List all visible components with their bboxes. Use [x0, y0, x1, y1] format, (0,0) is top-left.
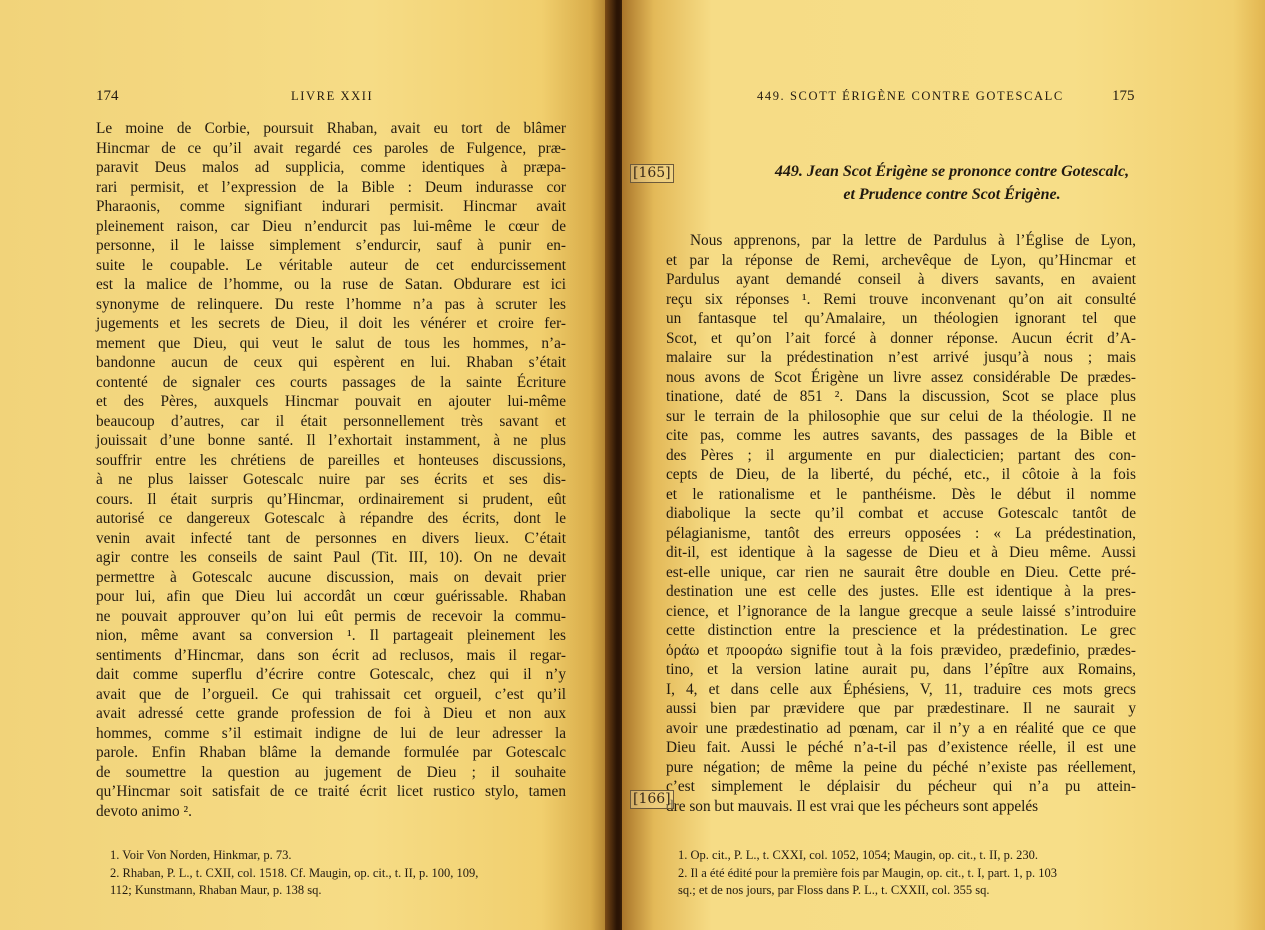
section-title [692, 160, 1212, 206]
section-title-line-1: 449. Jean Scot Érigène se prononce contre Gotescalc, [774, 163, 1130, 180]
text-line: à ne plus laisser Gotescalc nuire par ses écrits et ses dis- [96, 471, 566, 488]
text-line: Pardulus ayant demandé conseil à divers savants, en avaient [666, 271, 1136, 288]
text-line: aussi bien par prævidere que par prædestinare. Il ne saurait y [666, 700, 1136, 717]
footnote-line: sq.; et de nos jours, par Floss dans P. L., t. CXXII, col. 355 sq. [678, 883, 990, 897]
text-line: cette distinction entre la prescience et la prédestination. Le grec [666, 622, 1136, 639]
text-line: dre son but mauvais. Il est vrai que les pécheurs sont appelés [666, 797, 1039, 815]
text-line: jugements et les secrets de Dieu, il doit les vénérer et croire fer- [96, 315, 566, 332]
left-page [0, 0, 615, 930]
text-line: Scot, et qu’on l’ait forcé à donner réponse. Aucun écrit d’A- [666, 329, 1136, 347]
text-line: cite pas, comme les autres savants, des passages de la Bible et [666, 427, 1136, 444]
text-line: agir contre les conseils de saint Paul (Tit. III, 10). On ne devait [96, 549, 566, 566]
text-line: bandonne aucun de ceux qui espèrent en lui. Rhaban s’était [96, 354, 566, 371]
text-line: Nous apprenons, par la lettre de Pardulus à l’Église de Lyon, [690, 232, 1136, 249]
text-line: Dieu fait. Aussi le péché n’a-t-il pas d’existence réelle, il est une [666, 739, 1136, 756]
text-line: venin avait infecté tant de personnes en divers lieux. C’était [96, 529, 566, 547]
text-line: tinatione, daté de 851 ². Dans la discussion, Scot se place plus [666, 388, 1136, 405]
text-line: beaucoup d’autres, car il était personnellement très savant et [96, 412, 566, 430]
text-line: Pharaonis, comme signifiant indurari permisit. Hincmar avait [96, 198, 566, 215]
text-line: paravit Deus malos ad supplicia, comme identiques à præpa- [96, 159, 566, 176]
text-line: qu’Hincmar soit satisfait de ce traité écrit licet rustico stylo, tamen [96, 783, 566, 800]
text-line: autorisé ce dangereux Gotescalc à répandre des écrits, dont le [96, 510, 566, 527]
text-line: souffrir entre les chrétiens de pareilles et honteuses discussions, [96, 451, 566, 469]
text-line: destination une est celle des justes. Elle est identique à la pres- [666, 583, 1136, 600]
text-line: synonyme de relinquere. Du reste l’homme n’a pas à scruter les [96, 295, 566, 313]
text-line: sur le terrain de la philosophie que sur celui de la théologie. Il ne [666, 407, 1136, 425]
text-line: jouissait d’une bonne santé. Il l’exhortait instamment, à ne plus [96, 432, 566, 449]
footnote-line: 1. Op. cit., P. L., t. CXXI, col. 1052, 1054; Maugin, op. cit., t. II, p. 230. [678, 848, 1039, 862]
text-line: reçu six réponses ¹. Remi trouve inconvenant qu’on ait consulté [666, 290, 1136, 308]
footnote-line: 112; Kunstmann, Rhaban Maur, p. 138 sq. [110, 883, 322, 897]
text-line: et par la réponse de Remi, archevêque de Lyon, qu’Hincmar et [666, 251, 1136, 269]
text-line: diabolique la secte qu’il combat et accuse Gotescalc tantôt de [666, 505, 1136, 522]
footnote-line: 2. Rhaban, P. L., t. CXII, col. 1518. Cf. Maugin, op. cit., t. II, p. 100, 109, [110, 865, 479, 880]
text-line: Le moine de Corbie, poursuit Rhaban, avait eu tort de blâmer [96, 120, 566, 137]
text-line: personne, il le laisse simplement s’endurcir, sauf à punir en- [96, 237, 566, 254]
text-line: dit-il, est identique à la sagesse de Dieu et à Dieu même. Aussi [666, 544, 1136, 561]
text-line: tino, et la version latine aurait pu, dans l’épître aux Romains, [666, 661, 1136, 678]
right-footnotes [678, 847, 1138, 900]
text-line: avait que de l’orgueil. Ce qui trahissait cet orgueil, c’est qu’il [96, 685, 566, 703]
text-line: devoto animo ². [96, 802, 192, 820]
right-running-head: 449. SCOTT ÉRIGÈNE CONTRE GOTESCALC [757, 89, 1064, 103]
left-page-number: 174 [96, 88, 119, 104]
footnote-line: 1. Voir Von Norden, Hinkmar, p. 73. [110, 848, 292, 862]
text-line: des Pères ; il argumente en pur dialecticien; partant des con- [666, 446, 1136, 464]
text-line: parole. Enfin Rhaban blâme la demande formulée par Gotescalc [96, 744, 566, 761]
text-line: dait comme superflu d’écrire contre Gotescalc, chez qui il n’y [96, 666, 566, 683]
text-line: et le rationalisme et le panthéisme. Dès le début il nomme [666, 485, 1136, 503]
text-line: un fantasque tel qu’Amalaire, un théologien ignorant tel que [666, 310, 1136, 327]
left-body-text [96, 119, 566, 821]
page-marker-bottom: [166] [630, 790, 674, 809]
footnote-line: 2. Il a été édité pour la première fois par Maugin, op. cit., t. I, part. 1, p. 103 [678, 865, 1058, 880]
text-line: ne pouvait approuver qu’on lui eût permis de recevoir la commu- [96, 607, 566, 625]
text-line: Hincmar de ce qu’il avait regardé ces paroles de Fulgence, præ- [96, 139, 566, 157]
text-line: nous avons de Scot Érigène un livre assez considérable De prædes- [666, 368, 1136, 386]
text-line: cience, et l’ignorance de la langue grecque a seule laissé s’introduire [666, 602, 1136, 620]
text-line: sentiments d’Hincmar, dans son écrit ad reclusos, mais il regar- [96, 646, 566, 664]
text-line: nion, même avant sa conversion ¹. Il partageait pleinement les [96, 627, 566, 644]
right-page-number: 175 [1112, 88, 1135, 104]
text-line: ὁράω et προοράω signifie tout à la fois prævideo, prædefinio, prædes- [666, 641, 1136, 659]
text-line: c’est simplement le déplaisir du pécheur qui n’a pu attein- [666, 778, 1136, 795]
text-line: cepts de Dieu, de la liberté, du péché, etc., il côtoie à la fois [666, 466, 1136, 483]
text-line: malaire sur la prédestination n’est arrivé jusqu’à nous ; mais [666, 349, 1136, 366]
text-line: rari permisit, et l’expression de la Bible : Deum indurasse cor [96, 178, 566, 196]
text-line: I, 4, et dans celle aux Éphésiens, V, 11, traduire ces mots grecs [666, 680, 1136, 698]
text-line: suite le coupable. Le véritable auteur de cet endurcissement [96, 256, 566, 274]
text-line: pélagianisme, tantôt des erreurs opposées : « La prédestination, [666, 524, 1136, 542]
text-line: pure négation; de même la peine du péché n’existe pas réellement, [666, 758, 1136, 776]
text-line: avait adressé cette grande profession de foi à Dieu et non aux [96, 705, 566, 722]
right-body-text [666, 231, 1136, 816]
text-line: avoir une prædestinatio ad pœnam, car il n’y a en réalité que ce que [666, 719, 1136, 737]
text-line: cours. Il était surpris qu’Hincmar, ordinairement si prudent, eût [96, 490, 566, 508]
page-marker-top: [165] [630, 164, 674, 183]
text-line: contenté de signaler ces courts passages de la sainte Écriture [96, 373, 566, 391]
left-running-head: LIVRE XXII [291, 89, 374, 103]
text-line: pleinement raison, car Dieu n’endurcit pas lui-même le cœur de [96, 217, 566, 235]
text-line: et des Pères, auxquels Hincmar pouvait en ajouter lui-même [96, 393, 566, 410]
text-line: est-elle unique, car rien ne saurait être double en Dieu. Cette pré- [666, 563, 1136, 581]
text-line: pour lui, afin que Dieu lui accordât un cœur guérissable. Rhaban [96, 588, 566, 605]
section-title-line-2: et Prudence contre Scot Érigène. [843, 186, 1061, 203]
right-page [622, 0, 1265, 930]
text-line: mement que Dieu, qui veut le salut de tous les hommes, n’a- [96, 334, 566, 352]
text-line: permettre à Gotescalc aucune discussion, mais on devait prier [96, 568, 566, 586]
text-line: de soumettre la question au jugement de Dieu ; il souhaite [96, 763, 566, 781]
text-line: est la malice de l’homme, ou la ruse de Satan. Obdurare est ici [96, 276, 566, 293]
text-line: hommes, comme s’il estimait indigne de lui de leur adresser la [96, 724, 566, 742]
left-footnotes [110, 847, 570, 900]
